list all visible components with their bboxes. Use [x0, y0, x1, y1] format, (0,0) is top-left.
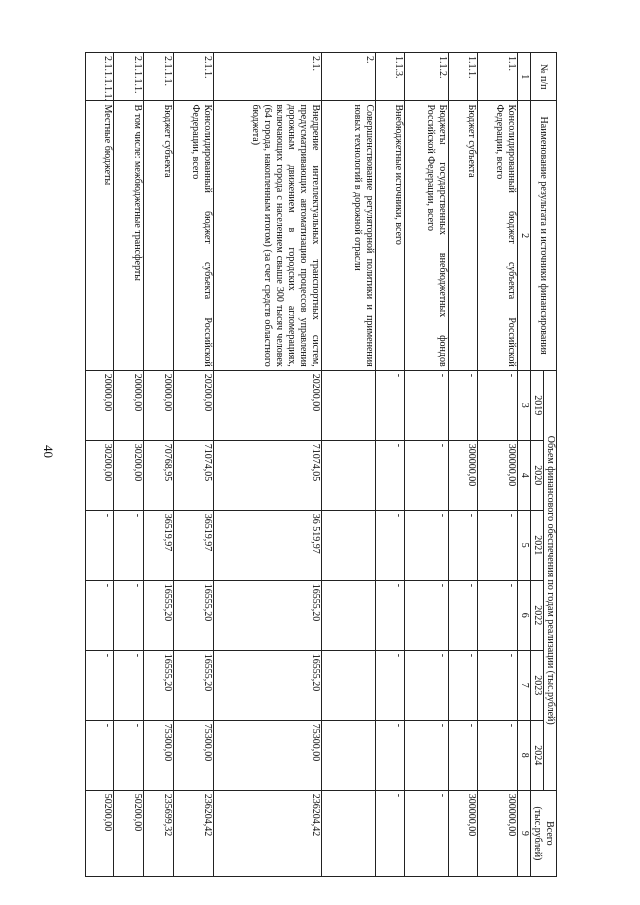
row-value: - [114, 580, 144, 650]
row-value: 16555,20 [144, 650, 174, 720]
row-number: 1.1.3. [376, 53, 405, 101]
header-funding: Объем финансового обеспечения по годам реализации (тыс.рублей) [544, 370, 557, 790]
row-value: 20000,00 [86, 370, 114, 440]
row-value: 70768,95 [144, 440, 174, 510]
row-value: - [376, 650, 405, 720]
row-number: 2.1.1.1.1.1. [86, 53, 114, 101]
index-cell: 9 [518, 790, 531, 876]
row-value: - [376, 370, 405, 440]
table-row [86, 53, 114, 877]
index-cell: 1 [518, 53, 531, 101]
row-value [322, 580, 376, 650]
row-total: 236204,42 [174, 790, 214, 876]
row-value: 300000,00 [449, 440, 478, 510]
row-name: Бюджеты государственных внебюджетных фондов Российской Федерации, всего [405, 101, 449, 370]
row-value [322, 440, 376, 510]
row-total: 300000,00 [478, 790, 518, 876]
row-name: Консолидированный бюджет субъекта Российской Федерации, всего [174, 101, 214, 370]
row-value: 75300,00 [144, 720, 174, 790]
row-value: - [478, 580, 518, 650]
row-value: 30200,00 [114, 440, 144, 510]
row-value: - [478, 510, 518, 580]
row-value: 36 519,97 [214, 510, 322, 580]
row-total: 300000,00 [449, 790, 478, 876]
row-value: 30200,00 [86, 440, 114, 510]
header-year: 2019 [531, 370, 544, 440]
row-value: - [405, 580, 449, 650]
index-cell: 8 [518, 720, 531, 790]
table-row [449, 53, 478, 877]
row-name: Внедрение интеллектуальных транспортных систем, предусматривающих автоматизацию процессов управления дорожным движением в городских агломерациях, включающих города с населением свыше 300 тысяч человек (64 города, накопленным итогом) (за счет средств областного бюджета) [214, 101, 322, 370]
row-number: 2.1.1.1.1. [114, 53, 144, 101]
index-cell: 6 [518, 580, 531, 650]
index-cell: 3 [518, 370, 531, 440]
header-num: № п/п [531, 53, 557, 101]
row-value: - [376, 440, 405, 510]
row-value: 16555,20 [214, 650, 322, 720]
row-value: - [114, 510, 144, 580]
header-year: 2023 [531, 650, 544, 720]
row-total: 50200,00 [86, 790, 114, 876]
row-name: Бюджет субъекта [449, 101, 478, 370]
header-year: 2020 [531, 440, 544, 510]
row-name: Совершенствование регуляторной политики и применения новых технологий в дорожной отрасли [322, 101, 376, 370]
row-value [322, 510, 376, 580]
row-number: 2.1.1.1. [144, 53, 174, 101]
row-number: 1.1.1. [449, 53, 478, 101]
row-total: 50200,00 [114, 790, 144, 876]
row-value: - [478, 650, 518, 720]
row-value: - [478, 370, 518, 440]
index-cell: 5 [518, 510, 531, 580]
index-cell: 4 [518, 440, 531, 510]
table-row [478, 53, 518, 877]
header-year: 2021 [531, 510, 544, 580]
row-value: - [405, 370, 449, 440]
row-value: - [478, 720, 518, 790]
row-value: 300000,00 [478, 440, 518, 510]
index-cell: 7 [518, 650, 531, 720]
row-number: 2.1. [214, 53, 322, 101]
row-value: - [376, 510, 405, 580]
row-value: 16555,20 [144, 580, 174, 650]
table-row [144, 53, 174, 877]
table-row [174, 53, 214, 877]
page-number: 40 [41, 445, 56, 458]
row-value: - [86, 720, 114, 790]
row-name: Местные бюджеты [86, 101, 114, 370]
table-row [114, 53, 144, 877]
row-number: 1.1.2. [405, 53, 449, 101]
row-value: - [86, 510, 114, 580]
row-total: 236204,42 [214, 790, 322, 876]
row-value: 36519,97 [174, 510, 214, 580]
table-row [405, 53, 449, 877]
row-number: 2.1.1. [174, 53, 214, 101]
funding-table [85, 52, 557, 877]
row-value: - [405, 510, 449, 580]
row-name: В том числе: межбюджетные трансферты [114, 101, 144, 370]
row-value: - [449, 650, 478, 720]
row-number: 1.1. [478, 53, 518, 101]
row-value [322, 720, 376, 790]
row-value: - [86, 580, 114, 650]
header-year: 2024 [531, 720, 544, 790]
row-value: 75300,00 [214, 720, 322, 790]
row-value: - [449, 510, 478, 580]
header-total: Всего (тыс.рублей) [531, 790, 557, 876]
row-number: 2. [322, 53, 376, 101]
table-row [214, 53, 322, 877]
rotated-table-container [77, 52, 557, 877]
row-value [322, 650, 376, 720]
row-value: 75300,00 [174, 720, 214, 790]
row-total: 235699,32 [144, 790, 174, 876]
header-name: Наименование результата и источники финансирования [531, 101, 557, 370]
row-value: 71074,05 [174, 440, 214, 510]
row-total: - [405, 790, 449, 876]
row-value: 16555,20 [174, 580, 214, 650]
row-value: 20200,00 [214, 370, 322, 440]
row-name: Внебюджетные источники, всего [376, 101, 405, 370]
row-value: - [86, 650, 114, 720]
row-value: - [449, 580, 478, 650]
row-value: 16555,20 [174, 650, 214, 720]
row-value: - [114, 650, 144, 720]
table-row [376, 53, 405, 877]
row-total: - [376, 790, 405, 876]
row-name: Консолидированный бюджет субъекта Российской Федерации, всего [478, 101, 518, 370]
row-value: - [376, 580, 405, 650]
row-value: - [114, 720, 144, 790]
row-value: - [376, 720, 405, 790]
index-cell: 2 [518, 101, 531, 370]
row-value: - [449, 370, 478, 440]
row-name: Бюджет субъекта [144, 101, 174, 370]
row-value: 20000,00 [114, 370, 144, 440]
row-value: 71074,05 [214, 440, 322, 510]
row-value: 36519,97 [144, 510, 174, 580]
row-value [322, 370, 376, 440]
header-year: 2022 [531, 580, 544, 650]
row-value: 20000,00 [144, 370, 174, 440]
row-value: - [405, 440, 449, 510]
table-body [86, 53, 518, 877]
row-value: 20200,00 [174, 370, 214, 440]
row-value: - [405, 720, 449, 790]
row-value: 16555,20 [214, 580, 322, 650]
row-value: - [449, 720, 478, 790]
row-total [322, 790, 376, 876]
table-row [322, 53, 376, 877]
row-value: - [405, 650, 449, 720]
